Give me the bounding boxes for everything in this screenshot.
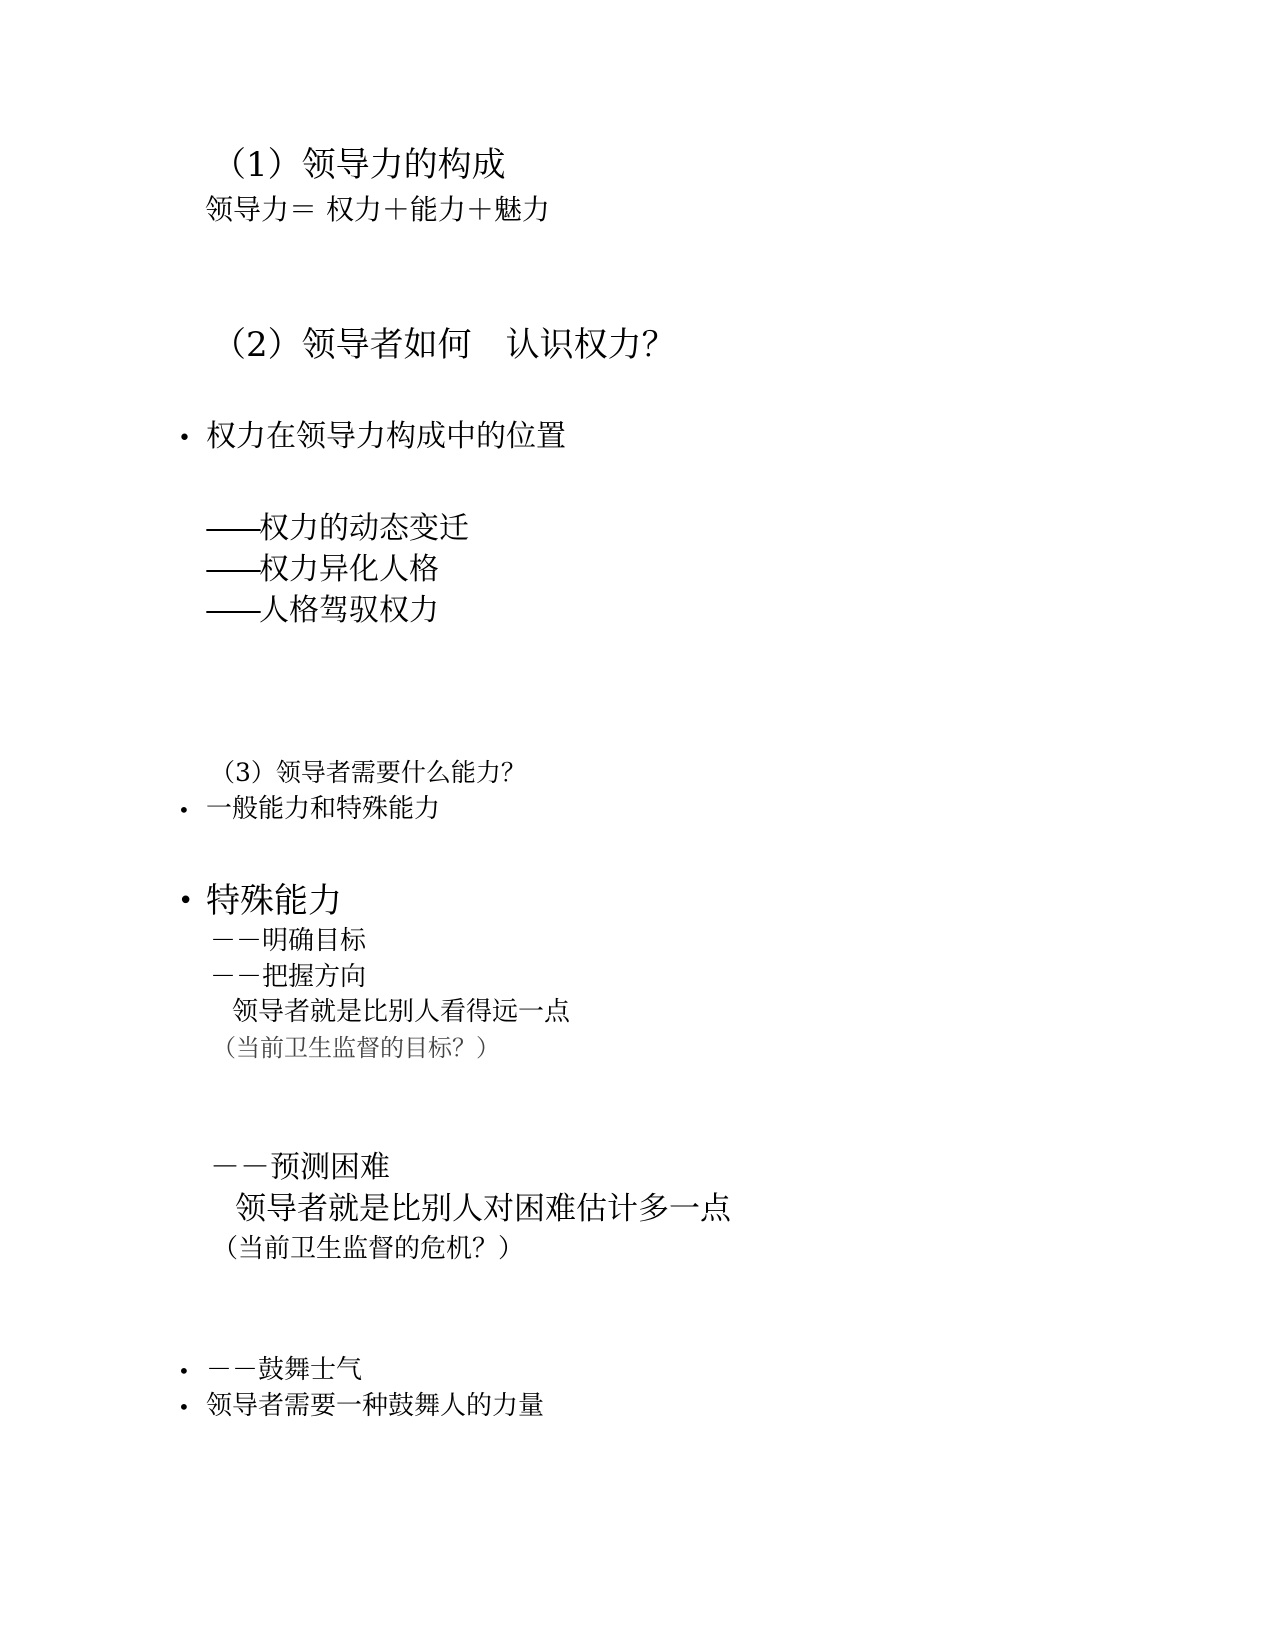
morale-item: －－鼓舞士气: [206, 1355, 363, 1385]
bullet-icon: •: [178, 886, 194, 916]
special-ability-note: （当前卫生监督的目标？）: [212, 1034, 500, 1062]
bullet-icon: •: [178, 798, 190, 822]
dash-mark: ——: [205, 552, 259, 587]
special-ability-item: －－明确目标: [210, 926, 367, 956]
dash-mark: ——: [205, 511, 259, 546]
morale-detail: 领导者需要一种鼓舞人的力量: [206, 1391, 545, 1421]
power-list-item-text: 人格驾驭权力: [259, 593, 439, 628]
general-special-ability-point: 一般能力和特殊能力: [206, 794, 441, 824]
dash-mark: ——: [205, 593, 259, 628]
special-ability-heading: 特殊能力: [206, 881, 342, 921]
special-ability-item: －－把握方向: [210, 962, 367, 992]
section-1-heading: （1）领导力的构成: [212, 145, 506, 185]
section-2-heading: （2）领导者如何 认识权力？: [212, 325, 676, 365]
power-list-item-text: 权力的动态变迁: [259, 511, 469, 546]
leadership-formula: 领导力＝ 权力＋能力＋魅力: [205, 193, 550, 226]
power-position-point: 权力在领导力构成中的位置: [206, 419, 566, 454]
bullet-icon: •: [178, 1359, 190, 1383]
power-list-item: [205, 511, 469, 546]
special-ability-note: （当前卫生监督的危机？）: [212, 1234, 525, 1264]
power-list-item: [205, 593, 439, 628]
special-ability-detail: 领导者就是比别人对困难估计多一点: [235, 1191, 731, 1227]
power-list-item-text: 权力异化人格: [259, 552, 439, 587]
bullet-icon: •: [178, 426, 191, 451]
special-ability-item: －－预测困难: [210, 1150, 390, 1185]
section-3-heading: （3）领导者需要什么能力？: [210, 758, 526, 787]
bullet-icon: •: [178, 1395, 190, 1419]
power-list-item: [205, 552, 439, 587]
special-ability-detail: 领导者就是比别人看得远一点: [232, 997, 571, 1027]
